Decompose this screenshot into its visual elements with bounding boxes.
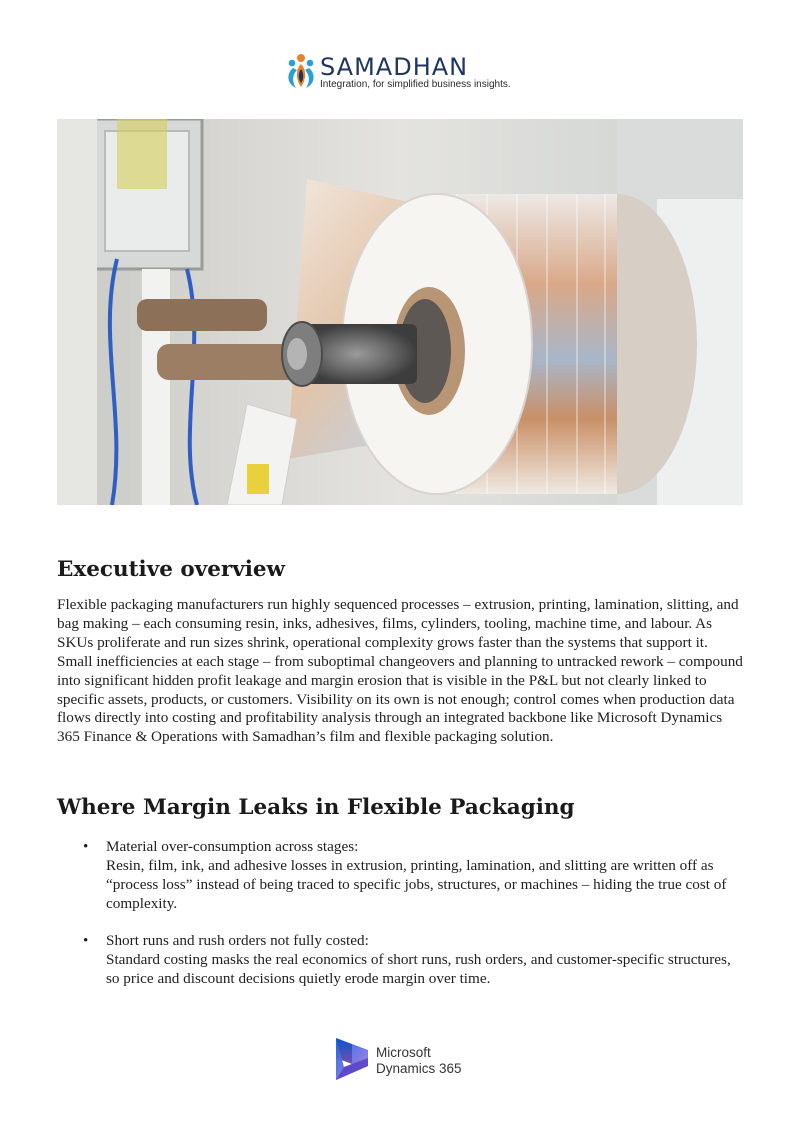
list-item: [57, 932, 747, 989]
bullet-body: Standard costing masks the real economics of short runs, rush orders, and customer-specific structures, so price and discount decisions quietly erode margin over time.: [106, 951, 731, 987]
logo-line-dynamics: Dynamics 365: [376, 1061, 462, 1076]
logo-line-microsoft: Microsoft: [376, 1045, 431, 1060]
logo-tagline: Integration, for simplified business insights.: [320, 79, 511, 90]
dynamics-365-wordmark: [376, 1045, 462, 1077]
dynamics-365-logo: [334, 1036, 474, 1082]
bullet-marker: •: [83, 838, 89, 855]
section-heading-executive-overview: Executive overview: [57, 557, 286, 582]
executive-overview-paragraph: Flexible packaging manufacturers run highly sequenced processes – extrusion, printing, lamination, slitting, and bag making – each consuming resin, inks, adhesives, films, cylinders, tooling, machine time, and labour. As SKUs proliferate and run sizes shrink, operational complexity grows faster than the systems that support it. Small inefficiencies at each stage – from suboptimal changeovers and planning to untracked rework – compound into significant hidden profit leakage and margin erosion that is visible in the P&L but not clearly linked to specific assets, products, or customers. Visibility on its own is not enough; control comes when production data flows directly into costing and profitability analysis through an integrated backbone like Microsoft Dynamics 365 Finance & Operations with Samadhan’s film and flexible packaging solution.: [57, 596, 743, 746]
list-item: [57, 838, 747, 914]
logo-wordmark: SAMADHAN: [320, 53, 469, 81]
bullet-marker: •: [83, 932, 89, 950]
hero-image: [57, 119, 743, 505]
dynamics-365-icon: [334, 1036, 370, 1082]
samadhan-logo: [284, 52, 524, 92]
samadhan-figures-icon: [284, 52, 318, 92]
bullet-title: Material over-consumption across stages:: [106, 838, 359, 855]
bullet-title: Short runs and rush orders not fully costed:: [106, 932, 369, 950]
printing-press-film-roll-photo: [57, 119, 743, 505]
bullet-body: Resin, film, ink, and adhesive losses in extrusion, printing, lamination, and slitting are written off as “process loss” instead of being traced to specific jobs, structures, or machines – hiding the true cost of complexity.: [106, 856, 727, 912]
margin-leaks-list: [57, 838, 747, 1007]
section-heading-margin-leaks: Where Margin Leaks in Flexible Packaging: [57, 795, 575, 820]
